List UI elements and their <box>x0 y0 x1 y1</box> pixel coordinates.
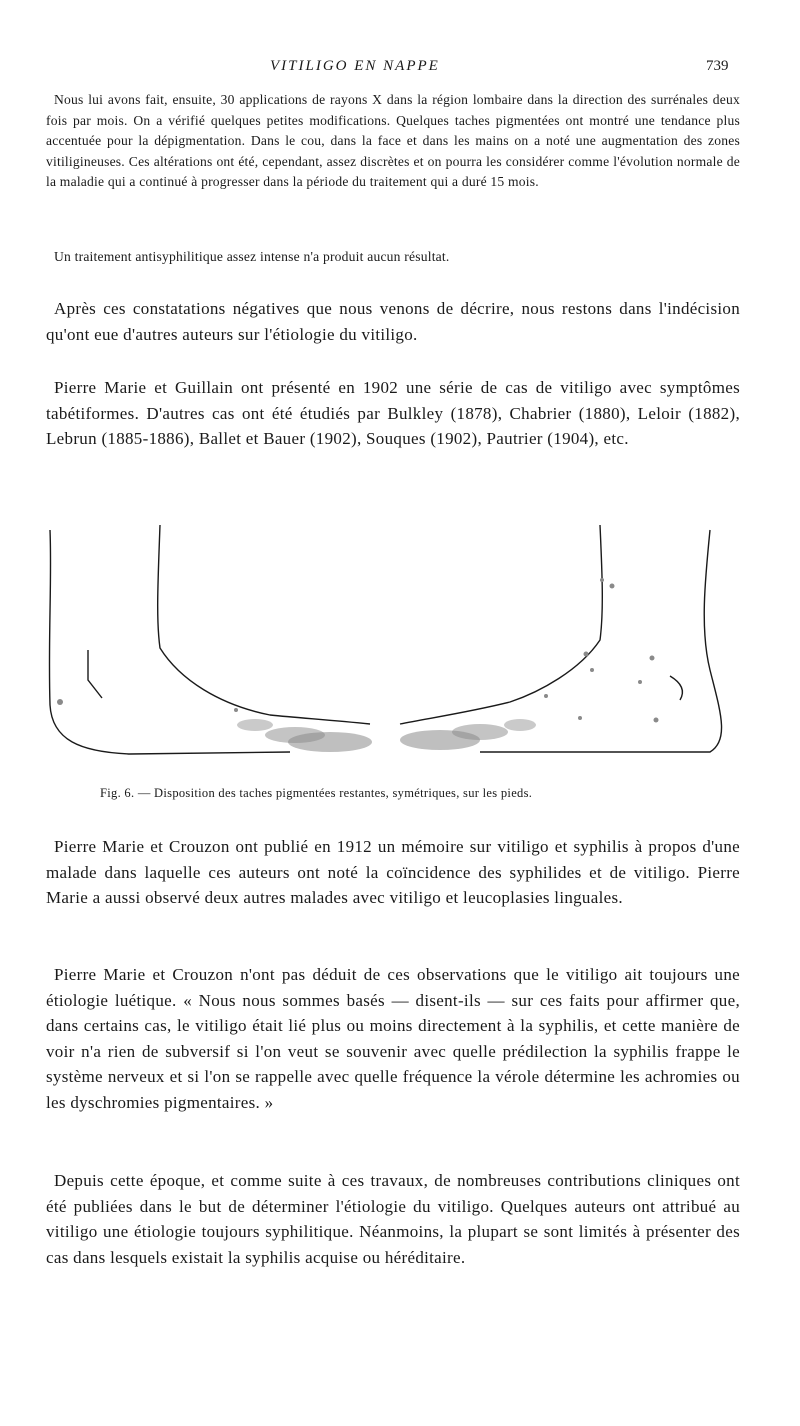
left-foot-patches <box>57 699 372 752</box>
left-foot <box>49 525 370 754</box>
figure-caption: Fig. 6. — Disposition des taches pigmentées restantes, symétriques, sur les pieds. <box>100 786 533 800</box>
right-foot-patches <box>400 578 659 750</box>
paragraph-citation-luetique: Pierre Marie et Crouzon n'ont pas déduit de ces observations que le vitiligo ait toujours une étiologie luétique. « Nous nous sommes basés — disent-ils — sur ces faits pour affirmer que, dans certains cas, le vitiligo était lié plus ou moins directement à la syphilis, et cette manière de voir n'a rien de subversif si l'on veut se souvenir avec quelle prédilection la syphilis frappe le système nerveux et si l'on se rappelle avec quelle fréquence la vérole détermine les achromies ou les dyschromies pigmentaires. » <box>46 965 740 1112</box>
paragraph-marie-crouzon: Pierre Marie et Crouzon ont publié en 1912 un mémoire sur vitiligo et syphilis à propos d'une malade dans laquelle ces auteurs ont noté la coïncidence des syphilides et de vitiligo. Pierre Marie a aussi observé deux autres malades avec vitiligo et leucoplasies linguales. <box>46 837 740 907</box>
page-number: 739 <box>706 58 729 74</box>
feet-drawing <box>40 520 730 770</box>
feet-illustration <box>40 520 730 770</box>
page-header <box>0 58 800 82</box>
paragraph-traitement-antisyphilitique: Un traitement antisyphilitique assez intense n'a produit aucun résultat. <box>54 249 450 264</box>
running-title: VITILIGO EN NAPPE <box>270 58 440 74</box>
right-foot <box>400 525 722 752</box>
paragraph-rayons-x: Nous lui avons fait, ensuite, 30 applications de rayons X dans la région lombaire dans la direction des surrénales deux fois par mois. On a vérifié quelques petites modifications. Quelques taches pigmentées ont montré une tendance plus accentuée pour la dépigmentation. Dans le cou, dans la face et dans les mains on a noté une augmentation des zones vitiligineuses. Ces altérations ont été, cependant, assez discrètes et on pourra les considérer comme l'évolution normale de la maladie qui a continué à progresser dans la période du traitement qui a duré 15 mois. <box>46 92 740 190</box>
paragraph-constatations: Après ces constatations négatives que nous venons de décrire, nous restons dans l'indécision qu'ont eue d'autres auteurs sur l'étiologie du vitiligo. <box>46 299 740 344</box>
paragraph-contributions-cliniques: Depuis cette époque, et comme suite à ces travaux, de nombreuses contributions cliniques ont été publiées dans le but de déterminer l'étiologie du vitiligo. Quelques auteurs ont attribué au vitiligo une étiologie toujours syphilitique. Néanmoins, la plupart se sont limités à présenter des cas dans lesquels existait la syphilis acquise ou héréditaire. <box>46 1171 740 1267</box>
paragraph-marie-guillain: Pierre Marie et Guillain ont présenté en 1902 une série de cas de vitiligo avec symptômes tabétiformes. D'autres cas ont été étudiés par Bulkley (1878), Chabrier (1880), Leloir (1882), Lebrun (1885-1886), Ballet et Bauer (1902), Souques (1902), Pautrier (1904), etc. <box>46 378 740 448</box>
